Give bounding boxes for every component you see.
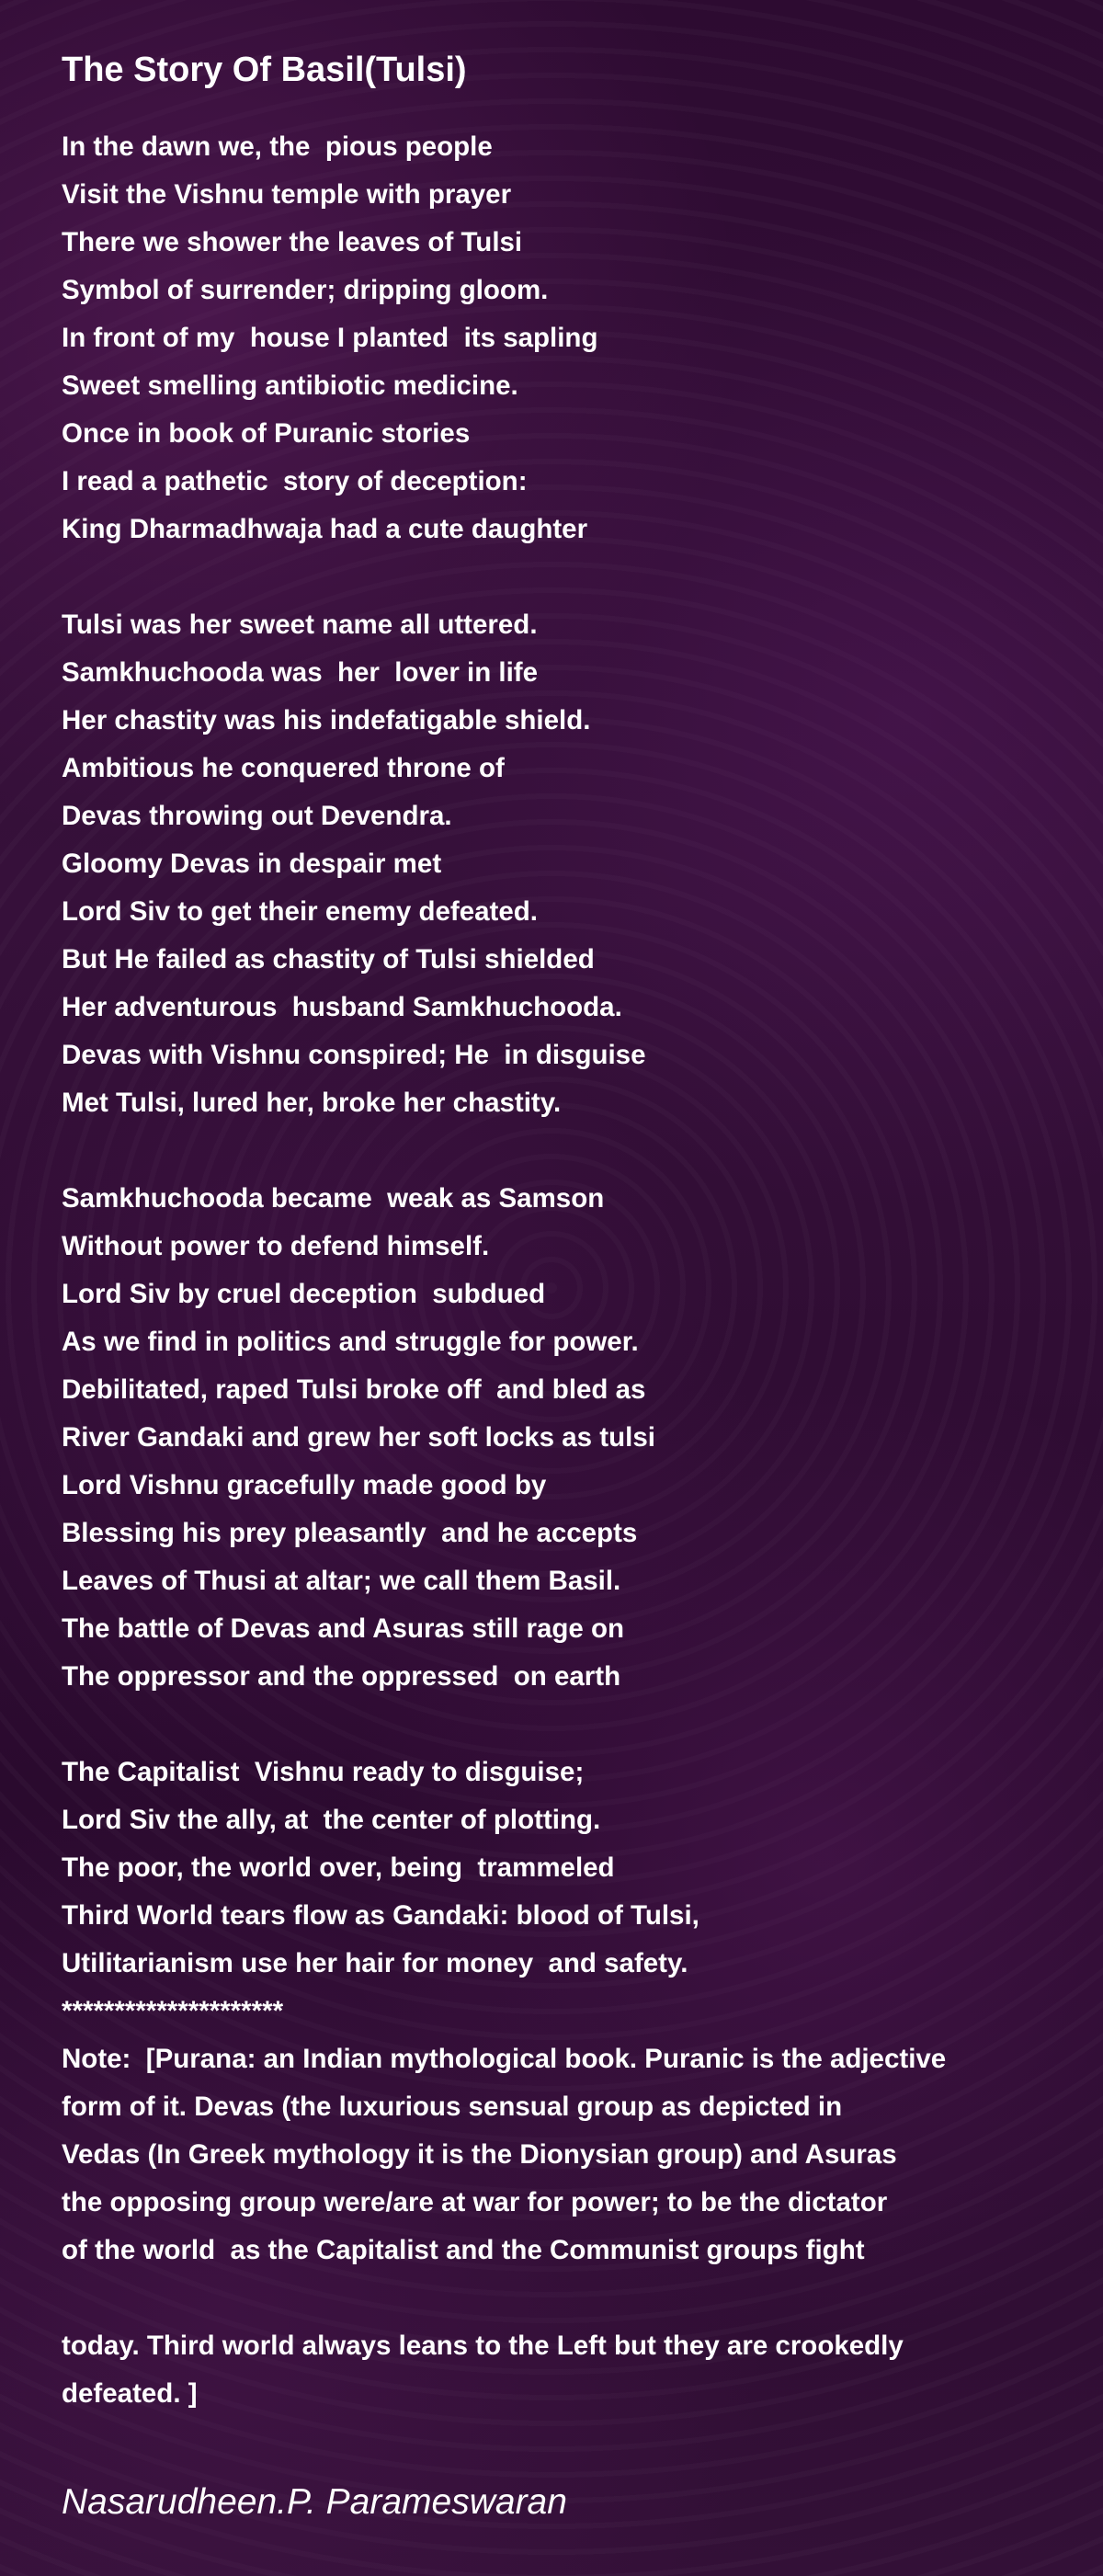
poem-line: I read a pathetic story of deception: — [62, 465, 528, 496]
poem-line: Once in book of Puranic stories — [62, 417, 471, 449]
poem-line: Lord Siv by cruel deception subdued — [62, 1278, 546, 1309]
poem-line: In front of my house I planted its sapling — [62, 322, 598, 353]
poem-body — [62, 123, 1054, 2418]
poem-author: Nasarudheen.P. Parameswaran — [62, 2482, 567, 2522]
poem-line: Utilitarianism use her hair for money and safety. — [62, 1947, 688, 1978]
poem-line: Gloomy Devas in despair met — [62, 848, 442, 879]
poem-line: of the world as the Capitalist and the Communist groups fight — [62, 2234, 865, 2265]
poem-line: Vedas (In Greek mythology it is the Dionysian group) and Asuras — [62, 2138, 897, 2170]
poem-line: Debilitated, raped Tulsi broke off and bled as — [62, 1373, 646, 1405]
poem-line: Samkhuchooda was her lover in life — [62, 656, 539, 688]
poem-line: Third World tears flow as Gandaki: blood of Tulsi, — [62, 1899, 699, 1931]
poem-line: As we find in politics and struggle for power. — [62, 1326, 639, 1357]
poem-line: King Dharmadhwaja had a cute daughter — [62, 513, 588, 544]
poem-line: Her chastity was his indefatigable shield. — [62, 704, 591, 735]
stanza-break — [62, 2274, 1054, 2322]
poem-line: Symbol of surrender; dripping gloom. — [62, 274, 549, 305]
poem-line: Visit the Vishnu temple with prayer — [62, 178, 512, 210]
poem-line: the opposing group were/are at war for power; to be the dictator — [62, 2186, 888, 2217]
poem-line: Devas throwing out Devendra. — [62, 800, 452, 831]
poem-line: Samkhuchooda became weak as Samson — [62, 1182, 605, 1214]
poem-line: Met Tulsi, lured her, broke her chastity. — [62, 1087, 562, 1118]
poem-line: today. Third world always leans to the Left but they are crookedly — [62, 2330, 904, 2361]
poem-line: The poor, the world over, being trammeled — [62, 1852, 615, 1883]
stanza-break — [62, 553, 1054, 601]
poem-line: ********************* — [62, 1995, 284, 2026]
poem-line: defeated. ] — [62, 2377, 198, 2409]
poem-line: form of it. Devas (the luxurious sensual group as depicted in — [62, 2091, 843, 2122]
poem-line: Ambitious he conquered throne of — [62, 752, 505, 783]
poem-line: The battle of Devas and Asuras still rage on — [62, 1613, 625, 1644]
poem-line: In the dawn we, the pious people — [62, 131, 493, 162]
poem-line: Note: [Purana: an Indian mythological book. Puranic is the adjective — [62, 2043, 947, 2074]
poem-line: Blessing his prey pleasantly and he accepts — [62, 1517, 638, 1548]
poem-line: Sweet smelling antibiotic medicine. — [62, 370, 518, 401]
poem-line: The Capitalist Vishnu ready to disguise; — [62, 1756, 585, 1787]
poem-line: But He failed as chastity of Tulsi shielded — [62, 943, 595, 975]
poem-line: The oppressor and the oppressed on earth — [62, 1660, 621, 1692]
poem-title: The Story Of Basil(Tulsi) — [62, 51, 467, 89]
stanza-break — [62, 1701, 1054, 1749]
poem-line: Lord Vishnu gracefully made good by — [62, 1469, 547, 1500]
poem-line: Lord Siv to get their enemy defeated. — [62, 895, 538, 927]
poem-line: River Gandaki and grew her soft locks as tulsi — [62, 1421, 655, 1453]
poem-line: Her adventurous husband Samkhuchooda. — [62, 991, 622, 1022]
poem-line: Without power to defend himself. — [62, 1230, 490, 1261]
poem-container — [62, 39, 1054, 2418]
stanza-break — [62, 1127, 1054, 1175]
poem-line: Lord Siv the ally, at the center of plotting. — [62, 1804, 601, 1835]
poem-line: Leaves of Thusi at altar; we call them Basil. — [62, 1565, 621, 1596]
poem-line: Devas with Vishnu conspired; He in disguise — [62, 1039, 646, 1070]
poem-line: Tulsi was her sweet name all uttered. — [62, 609, 538, 640]
poem-line: There we shower the leaves of Tulsi — [62, 226, 523, 257]
